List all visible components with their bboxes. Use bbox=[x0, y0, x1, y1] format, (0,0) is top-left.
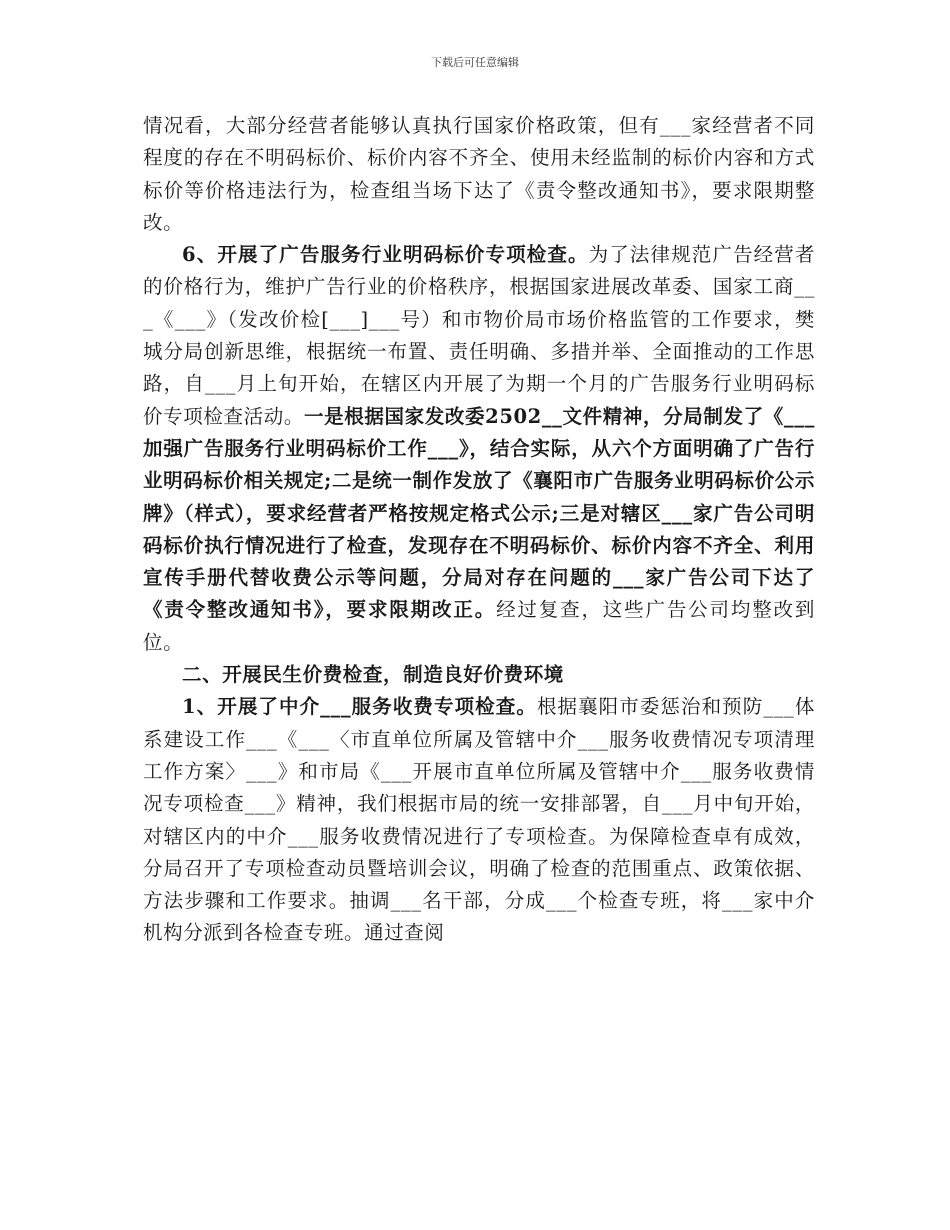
advertising-inspection-intro: 为了法律规范广告经营者的价格行为，维护广告行业的价格秩序，根据国家进展改革委、国家工商___《___》（发改价检[___]___号）和市物价局市场价格监管的工作要求，樊城分局创新思维，根据统一布置、责任明确、多措并举、全面推动的工作思路，自___月上旬开始，在辖区内开展了为期一个月的广告服务行业明码标价专项检查活动。 bbox=[143, 243, 815, 428]
advertising-inspection-result: 经过复查，这些广告公司均整改到位。 bbox=[143, 598, 815, 654]
section-heading-advertising-inspection: 6、开展了广告服务行业明码标价专项检查。 bbox=[182, 243, 589, 267]
document-body bbox=[143, 110, 815, 950]
section-heading-intermediary-inspection: 1、开展了中介___服务收费专项检查。 bbox=[182, 695, 537, 719]
paragraph-advertising-inspection bbox=[143, 239, 815, 659]
paragraph-price-policy-summary: 情况看，大部分经营者能够认真执行国家价格政策，但有___家经营者不同程度的存在不明码标价、标价内容不齐全、使用未经监制的标价内容和方式标价等价格违法行为，检查组当场下达了《责令整改通知书》，要求限期整改。 bbox=[143, 114, 815, 234]
paragraph-intermediary-inspection bbox=[143, 691, 815, 949]
section-heading-livelihood-fees: 二、开展民生价费检查，制造良好价费环境 bbox=[182, 663, 564, 687]
intermediary-inspection-text: 根据襄阳市委惩治和预防___体系建设工作___《___〈市直单位所属及管辖中介___服务收费情况专项清理工作方案〉___》和市局《___开展市直单位所属及管辖中介___服务收费情况专项检查___》精神，我们根据市局的统一安排部署，自___月中旬开始，对辖区内的中介___服务收费情况进行了专项检查。为保障检查卓有成效，分局召开了专项检查动员暨培训会议，明确了检查的范围重点、政策依据、方法步骤和工作要求。抽调___名干部，分成___个检查专班，将___家中介机构分派到各检查专班。通过查阅 bbox=[143, 695, 815, 945]
advertising-inspection-measures: 一是根据国家发改委2502__文件精神，分局制发了《___加强广告服务行业明码标价工作___》，结合实际，从六个方面明确了广告行业明码标价相关规定;二是统一制作发放了《襄阳市广告服务业明码标价公示牌》（样式），要求经营者严格按规定格式公示;三是对辖区___家广告公司明码标价执行情况进行了检查，发现存在不明码标价、标价内容不齐全、利用宣传手册代替收费公示等问题，分局对存在问题的___家广告公司下达了《责令整改通知书》，要求限期改正。 bbox=[143, 404, 815, 622]
page-header: 下载后可任意编辑 bbox=[431, 56, 519, 69]
